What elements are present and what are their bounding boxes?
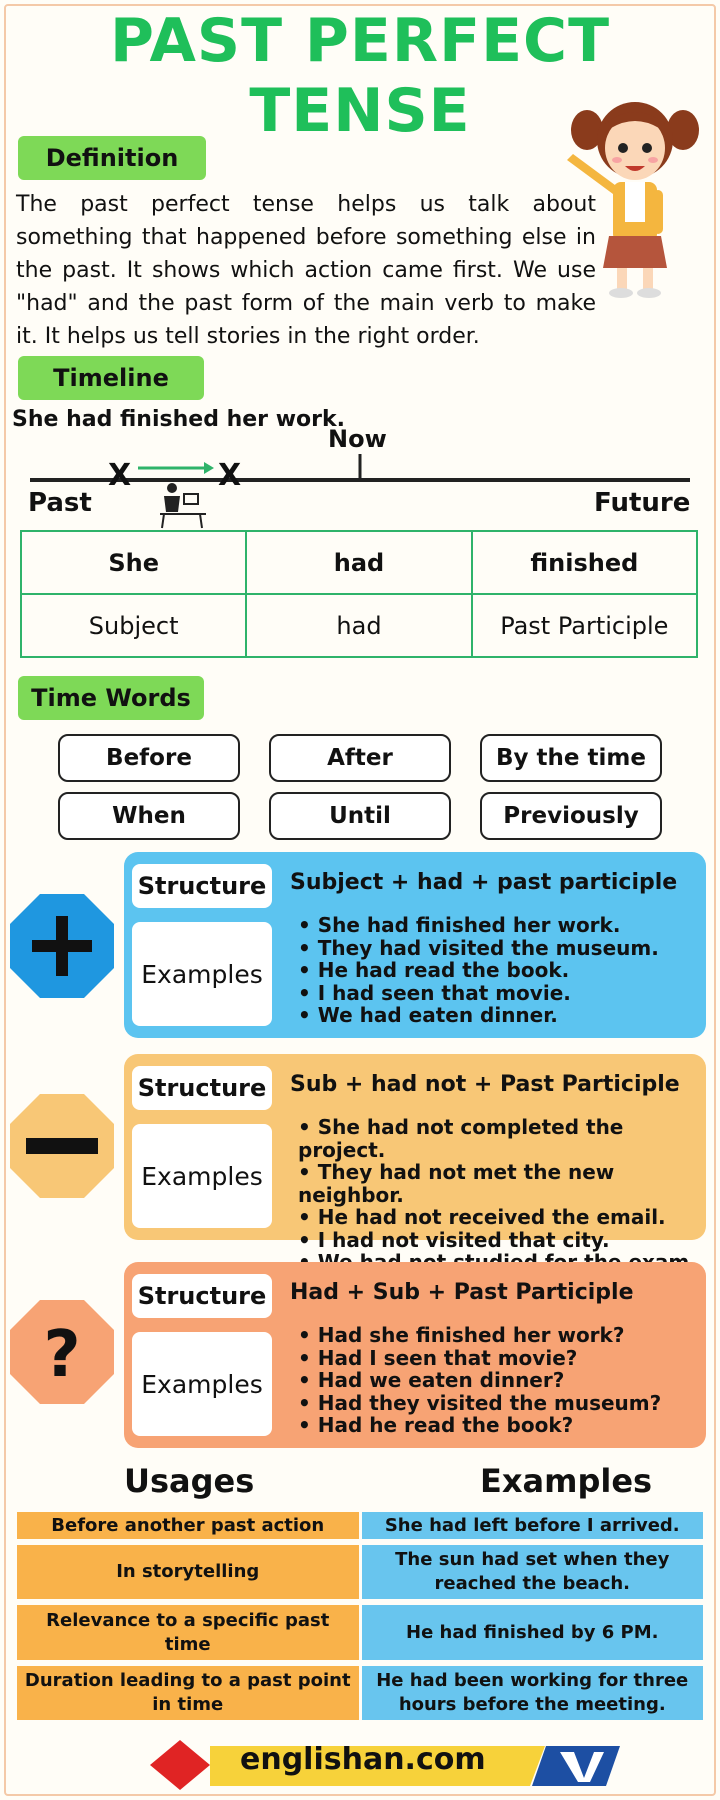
usage-cell: In storytelling: [17, 1545, 359, 1599]
list-item: • Had we eaten dinner?: [298, 1369, 661, 1392]
time-word-until: Until: [269, 792, 451, 840]
definition-heading: Definition: [18, 136, 206, 180]
grid-cell: finished: [472, 531, 697, 594]
table-row: [17, 1512, 703, 1539]
grid-cell: Past Participle: [472, 594, 697, 657]
examples-list: [298, 914, 659, 1027]
usage-cell: Duration leading to a past point in time: [17, 1666, 359, 1720]
list-item: • She had not completed the project.: [298, 1116, 706, 1161]
usages-heading: Usages: [124, 1462, 255, 1500]
list-item: • We had eaten dinner.: [298, 1004, 659, 1027]
question-section: [124, 1262, 706, 1448]
site-url: englishan.com: [240, 1742, 486, 1777]
grid-cell: Subject: [21, 594, 246, 657]
grid-cell: She: [21, 531, 246, 594]
negative-section: [124, 1054, 706, 1252]
list-item: • Had she finished her work?: [298, 1324, 661, 1347]
example-cell: The sun had set when they reached the beach.: [362, 1545, 704, 1599]
examples-label: Examples: [132, 1332, 272, 1436]
minus-sign-icon: [10, 1094, 114, 1198]
time-words-heading: Time Words: [18, 676, 204, 720]
list-item: • Had they visited the museum?: [298, 1392, 661, 1415]
examples-label: Examples: [132, 922, 272, 1026]
usages-table: [14, 1506, 706, 1726]
examples-label: Examples: [132, 1124, 272, 1228]
examples-list: [298, 1116, 706, 1274]
grid-cell: had: [246, 594, 471, 657]
structure-formula: Subject + had + past participle: [290, 870, 678, 895]
timeline-sentence: She had finished her work.: [12, 407, 345, 432]
list-item: • He had read the book.: [298, 959, 659, 982]
list-item: • Had I seen that movie?: [298, 1347, 661, 1370]
timeline-future-label: Future: [594, 488, 691, 518]
table-row: [17, 1666, 703, 1720]
time-word-when: When: [58, 792, 240, 840]
list-item: • Had he read the book?: [298, 1414, 661, 1437]
grid-row: [21, 531, 697, 594]
timeline-now-label: Now: [328, 425, 387, 453]
title-line-1: PAST PERFECT: [109, 6, 611, 76]
example-cell: She had left before I arrived.: [362, 1512, 704, 1539]
list-item: • I had seen that movie.: [298, 982, 659, 1005]
list-item: • He had not received the email.: [298, 1206, 706, 1229]
time-word-before: Before: [58, 734, 240, 782]
list-item: • She had finished her work.: [298, 914, 659, 937]
usage-cell: Relevance to a specific past time: [17, 1605, 359, 1659]
grid-cell: had: [246, 531, 471, 594]
grid-row: [21, 594, 697, 657]
table-row: [17, 1605, 703, 1659]
timeline-heading: Timeline: [18, 356, 204, 400]
examples-list: [298, 1324, 661, 1437]
timeline-mark-start: X: [108, 458, 132, 493]
title-line-2: TENSE: [249, 76, 471, 146]
timeline-past-label: Past: [28, 488, 92, 518]
table-row: [17, 1545, 703, 1599]
definition-text: The past perfect tense helps us talk about something that happened before something else in the past. It shows which action came first. We use "had" and the past form of the main verb to make it. It helps us tell stories in the right order.: [16, 192, 596, 349]
question-sign-icon: [10, 1300, 114, 1404]
timeline-mark-end: X: [218, 458, 242, 493]
structure-formula: Sub + had not + Past Participle: [290, 1072, 680, 1097]
structure-grid: [20, 530, 698, 658]
structure-label: Structure: [132, 1274, 272, 1318]
examples-heading: Examples: [480, 1462, 653, 1500]
plus-sign-icon: [10, 894, 114, 998]
usage-cell: Before another past action: [17, 1512, 359, 1539]
red-diamond-icon: [150, 1740, 210, 1790]
affirmative-section: [124, 852, 706, 1038]
time-word-by-the-time: By the time: [480, 734, 662, 782]
list-item: • I had not visited that city.: [298, 1229, 706, 1252]
svg-text:?: ?: [43, 1318, 81, 1392]
list-item: • They had visited the museum.: [298, 937, 659, 960]
structure-formula: Had + Sub + Past Participle: [290, 1280, 634, 1305]
example-cell: He had finished by 6 PM.: [362, 1605, 704, 1659]
example-cell: He had been working for three hours before the meeting.: [362, 1666, 704, 1720]
time-word-after: After: [269, 734, 451, 782]
time-word-previously: Previously: [480, 792, 662, 840]
list-item: • They had not met the new neighbor.: [298, 1161, 706, 1206]
structure-label: Structure: [132, 1066, 272, 1110]
structure-label: Structure: [132, 864, 272, 908]
desk-worker-icon: [160, 483, 206, 528]
